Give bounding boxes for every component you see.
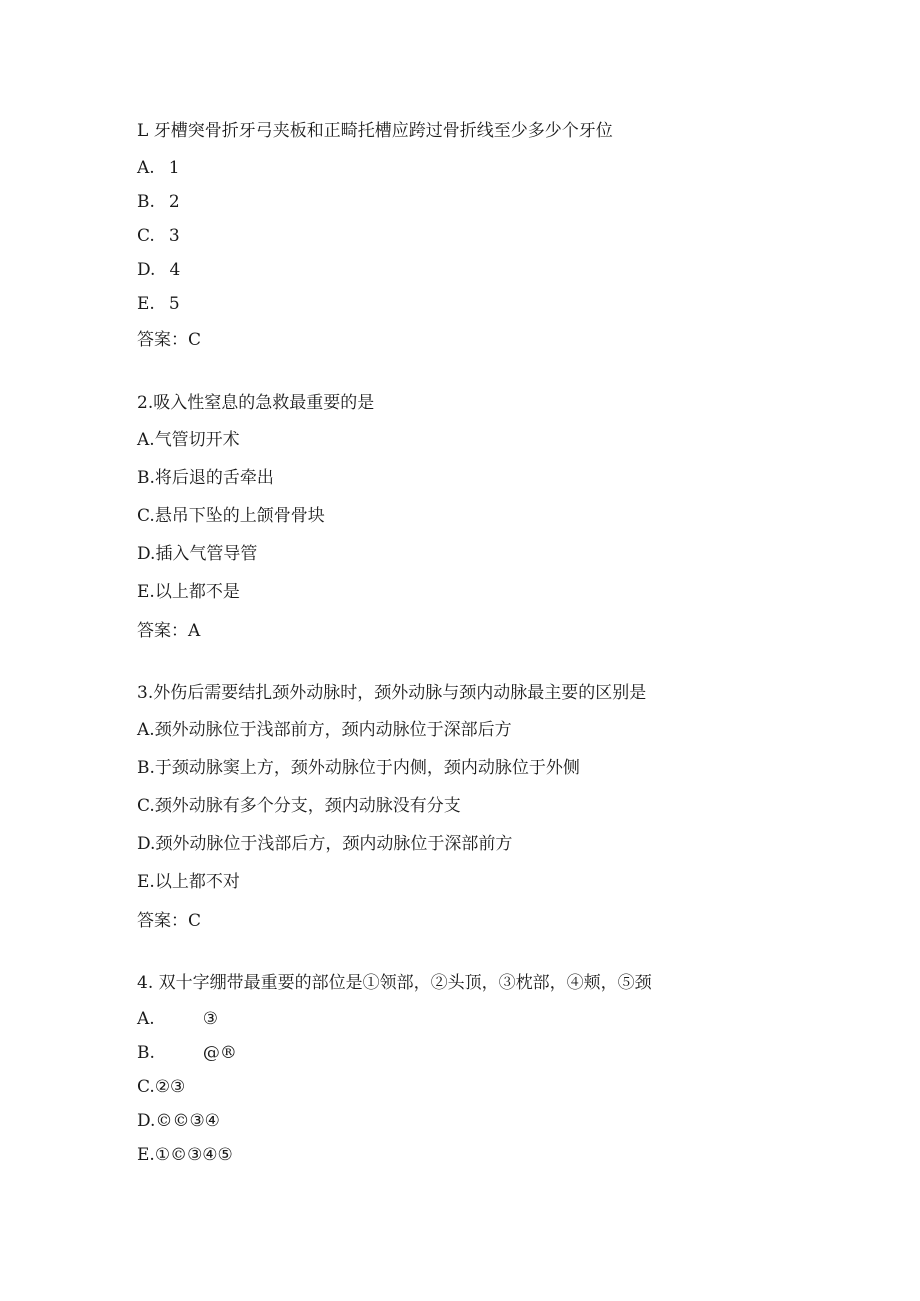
question-4-option-b xyxy=(137,1042,237,1064)
option-text: 3 xyxy=(168,226,180,246)
option-text: 气管切开术 xyxy=(154,430,240,450)
option-label: E. xyxy=(137,872,155,892)
question-4-option-c xyxy=(137,1076,185,1098)
option-text: 颈外动脉有多个分支，颈内动脉没有分支 xyxy=(154,796,461,816)
option-text: 以上都不对 xyxy=(154,872,240,892)
option-label: D. xyxy=(137,260,156,280)
question-2-option-c xyxy=(137,505,325,527)
question-1-option-a xyxy=(137,157,180,179)
option-text: @® xyxy=(202,1043,237,1063)
option-label: E. xyxy=(137,294,155,314)
option-text: 于颈动脉窦上方，颈外动脉位于内侧，颈内动脉位于外侧 xyxy=(154,758,580,778)
question-3-option-e xyxy=(137,871,240,893)
question-1-stem: L 牙槽突骨折牙弓夹板和正畸托槽应跨过骨折线至少多少个牙位 xyxy=(137,121,613,141)
option-text: 2 xyxy=(168,192,180,212)
option-label: E. xyxy=(137,582,155,602)
option-label: B. xyxy=(137,468,155,488)
option-text: ②③ xyxy=(154,1077,186,1097)
question-1-option-e xyxy=(137,293,180,315)
option-label: C. xyxy=(137,1077,155,1097)
question-1-option-d xyxy=(137,259,180,281)
option-label: A. xyxy=(137,1009,155,1029)
option-label: D. xyxy=(137,1111,156,1131)
option-text: 颈外动脉位于浅部后方，颈内动脉位于深部前方 xyxy=(155,834,513,854)
question-4-option-e xyxy=(137,1144,233,1166)
option-text: 悬吊下坠的上颌骨骨块 xyxy=(154,506,325,526)
option-label: C. xyxy=(137,796,155,816)
option-text: 插入气管导管 xyxy=(155,544,258,564)
question-3-stem: 3.外伤后需要结扎颈外动脉时，颈外动脉与颈内动脉最主要的区别是 xyxy=(137,683,647,703)
question-1-option-c xyxy=(137,225,180,247)
option-text: 4 xyxy=(169,260,181,280)
option-label: B. xyxy=(137,758,155,778)
question-2-option-e xyxy=(137,581,240,603)
option-label: A. xyxy=(137,158,155,178)
option-text: 颈外动脉位于浅部前方，颈内动脉位于深部后方 xyxy=(154,720,512,740)
option-label: C. xyxy=(137,506,155,526)
option-label: E. xyxy=(137,1145,155,1165)
option-text: 以上都不是 xyxy=(154,582,240,602)
option-label: B. xyxy=(137,192,155,212)
question-3-option-c xyxy=(137,795,461,817)
question-2-option-b xyxy=(137,467,274,489)
option-label: A. xyxy=(137,430,155,450)
option-text: 5 xyxy=(168,294,180,314)
question-1-answer: 答案：C xyxy=(137,330,202,350)
question-4-stem: 4. 双十字绷带最重要的部位是①领部，②头顶，③枕部，④颊，⑤颈 xyxy=(137,973,652,993)
option-text: ①©③④⑤ xyxy=(154,1145,233,1165)
question-2-answer: 答案：A xyxy=(137,621,201,641)
question-3-option-a xyxy=(137,719,512,741)
option-text: ③ xyxy=(202,1009,218,1029)
question-4-option-d xyxy=(137,1110,220,1132)
option-text: ©©③④ xyxy=(155,1111,220,1131)
option-label: C. xyxy=(137,226,155,246)
question-2-stem: 2.吸入性窒息的急救最重要的是 xyxy=(137,393,375,413)
question-3-answer: 答案：C xyxy=(137,911,202,931)
option-label: D. xyxy=(137,834,156,854)
option-text: 将后退的舌牵出 xyxy=(154,468,274,488)
question-2-option-d xyxy=(137,543,257,565)
option-text: 1 xyxy=(168,158,180,178)
question-4-option-a xyxy=(137,1008,218,1030)
question-3-option-b xyxy=(137,757,580,779)
question-3-option-d xyxy=(137,833,512,855)
question-2-option-a xyxy=(137,429,240,451)
option-label: B. xyxy=(137,1043,155,1063)
option-label: A. xyxy=(137,720,155,740)
question-1-option-b xyxy=(137,191,180,213)
option-label: D. xyxy=(137,544,156,564)
